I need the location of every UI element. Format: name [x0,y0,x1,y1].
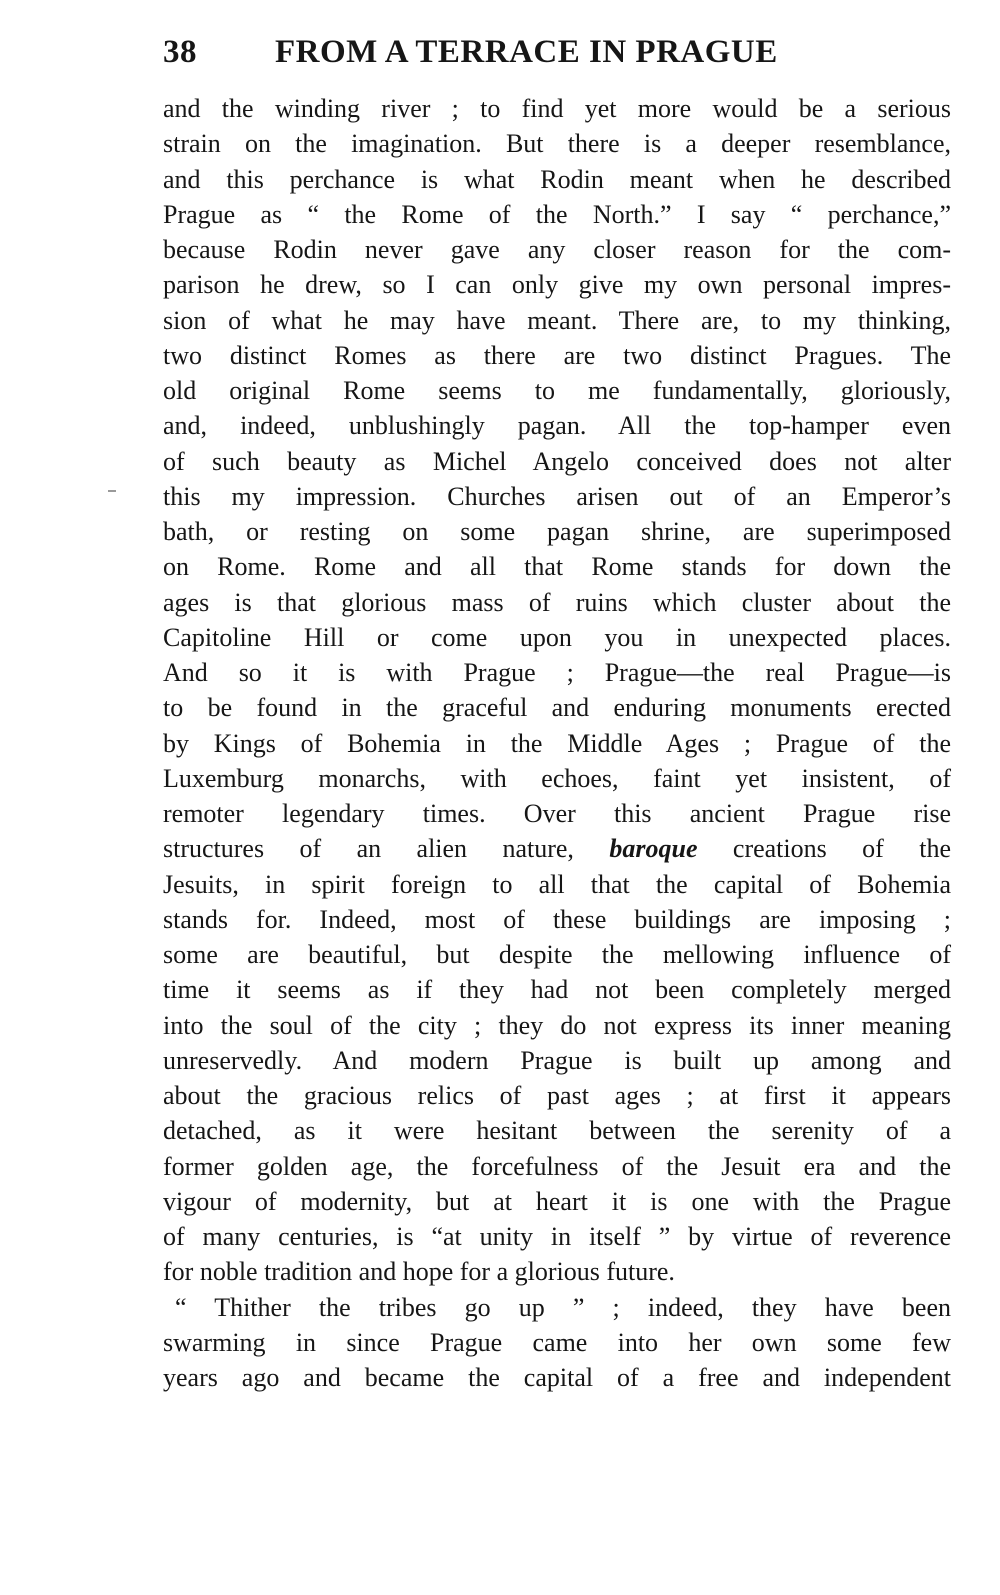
text-line: former golden age, the forcefulness of the Jesuit era and the [163,1151,951,1181]
text-line: bath, or resting on some pagan shrine, are superimposed [163,517,951,546]
text-line: to be found in the graceful and enduring monuments erected [163,693,951,723]
text-line: Luxemburg monarchs, with echoes, faint yet insistent, of [163,763,951,793]
running-title: FROM A TERRACE IN PRAGUE [275,34,778,70]
text-line: time it seems as if they had not been completely merged [163,975,951,1005]
text-line: vigour of modernity, but at heart it is one with the Prague [163,1186,951,1216]
text-line: on Rome. Rome and all that Rome stands for down the [163,552,951,582]
text-line: old original Rome seems to me fundamentally, gloriously, [163,376,951,405]
text-line: parison he drew, so I can only give my own personal impres- [163,270,951,300]
text-line: and the winding river ; to find yet more would be a serious [163,94,951,123]
page-header [163,30,951,74]
text-line: detached, as it were hesitant between the serenity of a [163,1116,951,1146]
text-line: into the soul of the city ; they do not express its inner meaning [163,1010,951,1040]
text-line: some are beautiful, but despite the mellowing influence of [163,940,951,969]
text-line: And so it is with Prague ; Prague—the real Prague—is [163,658,951,687]
text-line: this my impression. Churches arisen out of an Emperor’s [163,481,951,511]
text-line: for noble tradition and hope for a glorious future. [163,1257,675,1287]
body-text [163,91,951,1395]
text-line: ages is that glorious mass of ruins which cluster about the [163,587,951,617]
text-line: of many centuries, is “at unity in itself ” by virtue of reverence [163,1222,951,1251]
text-line: sion of what he may have meant. There are, to my thinking, [163,305,951,335]
text-segment: creations of the [732,834,952,864]
text-line-with-emphasis [163,831,951,866]
text-line: Prague as “ the Rome of the North.” I say “ perchance,” [163,199,951,229]
text-line: “ Thither the tribes go up ” ; indeed, they have been [175,1292,951,1322]
paragraph [163,91,951,1290]
text-line: unreservedly. And modern Prague is built up among and [163,1045,951,1075]
text-line: years ago and became the capital of a free and independent [163,1363,951,1392]
emphasized-word: baroque [609,834,698,864]
text-line: stands for. Indeed, most of these buildings are imposing ; [163,904,951,934]
text-line: about the gracious relics of past ages ; at first it appears [163,1081,951,1110]
text-line: remoter legendary times. Over this ancient Prague rise [163,799,951,828]
text-line: swarming in since Prague came into her own some few [163,1327,951,1357]
page-number: 38 [163,34,197,70]
text-segment: structures of an alien nature, [163,834,574,864]
text-line: and, indeed, unblushingly pagan. All the top-hamper even [163,411,951,441]
paragraph [163,1290,951,1396]
text-line: and this perchance is what Rodin meant when he described [163,164,951,194]
text-line: Jesuits, in spirit foreign to all that the capital of Bohemia [163,869,951,899]
text-line: strain on the imagination. But there is a deeper resemblance, [163,129,951,159]
text-line: two distinct Romes as there are two distinct Pragues. The [163,340,951,370]
margin-mark [108,490,116,492]
text-line: by Kings of Bohemia in the Middle Ages ; Prague of the [163,728,951,758]
text-line: of such beauty as Michel Angelo conceived does not alter [163,446,951,476]
text-line: Capitoline Hill or come upon you in unexpected places. [163,622,951,652]
text-line: because Rodin never gave any closer reason for the com- [163,235,951,264]
